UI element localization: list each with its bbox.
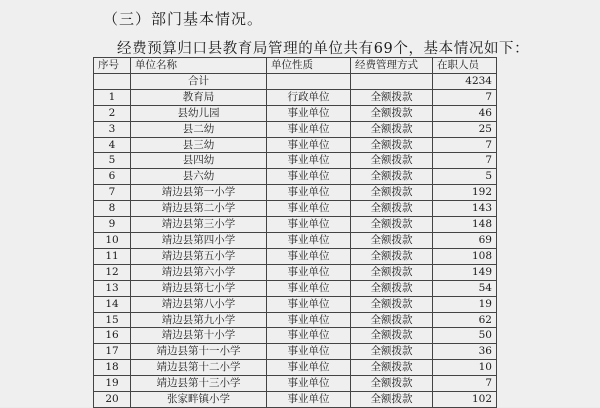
row-staff-count: 7 bbox=[433, 89, 497, 105]
row-index: 18 bbox=[94, 360, 131, 376]
row-unit-nature: 事业单位 bbox=[267, 201, 351, 217]
row-staff-count: 7 bbox=[433, 376, 497, 392]
row-index: 3 bbox=[94, 121, 131, 137]
header-staff-count: 在职人员 bbox=[433, 58, 497, 74]
row-unit-nature: 事业单位 bbox=[267, 169, 351, 185]
header-funding-method: 经费管理方式 bbox=[351, 58, 433, 74]
row-unit-nature: 事业单位 bbox=[267, 264, 351, 280]
row-funding-method: 全额拨款 bbox=[351, 89, 433, 105]
row-index: 4 bbox=[94, 137, 131, 153]
table-row bbox=[94, 169, 497, 185]
row-index: 6 bbox=[94, 169, 131, 185]
row-funding-method: 全额拨款 bbox=[351, 137, 433, 153]
table-row bbox=[94, 344, 497, 360]
table-row bbox=[94, 264, 497, 280]
row-unit-name: 靖边县第五小学 bbox=[131, 248, 267, 264]
total-label: 合计 bbox=[131, 73, 267, 89]
row-index: 17 bbox=[94, 344, 131, 360]
row-staff-count: 148 bbox=[433, 217, 497, 233]
row-unit-nature: 事业单位 bbox=[267, 105, 351, 121]
table-row bbox=[94, 296, 497, 312]
row-index: 19 bbox=[94, 376, 131, 392]
row-staff-count: 50 bbox=[433, 328, 497, 344]
row-unit-nature: 事业单位 bbox=[267, 296, 351, 312]
row-unit-name: 县六幼 bbox=[131, 169, 267, 185]
table-row bbox=[94, 376, 497, 392]
table-row bbox=[94, 248, 497, 264]
section-heading: （三）部门基本情况。 bbox=[103, 10, 264, 28]
row-funding-method: 全额拨款 bbox=[351, 153, 433, 169]
row-funding-method: 全额拨款 bbox=[351, 185, 433, 201]
row-funding-method: 全额拨款 bbox=[351, 376, 433, 392]
row-funding-method: 全额拨款 bbox=[351, 296, 433, 312]
row-staff-count: 149 bbox=[433, 264, 497, 280]
row-index: 13 bbox=[94, 280, 131, 296]
row-unit-nature: 事业单位 bbox=[267, 360, 351, 376]
total-nature-cell bbox=[267, 73, 351, 89]
row-unit-nature: 事业单位 bbox=[267, 217, 351, 233]
table-row bbox=[94, 105, 497, 121]
table-row bbox=[94, 121, 497, 137]
row-index: 14 bbox=[94, 296, 131, 312]
row-unit-name: 靖边县第十小学 bbox=[131, 328, 267, 344]
row-unit-name: 靖边县第二小学 bbox=[131, 201, 267, 217]
row-unit-name: 靖边县第十三小学 bbox=[131, 376, 267, 392]
row-unit-name: 县二幼 bbox=[131, 121, 267, 137]
header-unit-name: 单位名称 bbox=[131, 58, 267, 74]
row-funding-method: 全额拨款 bbox=[351, 328, 433, 344]
row-unit-nature: 事业单位 bbox=[267, 232, 351, 248]
row-index: 16 bbox=[94, 328, 131, 344]
total-staff-value: 4234 bbox=[433, 73, 497, 89]
row-unit-name: 靖边县第一小学 bbox=[131, 185, 267, 201]
row-unit-nature: 事业单位 bbox=[267, 328, 351, 344]
row-unit-name: 靖边县第七小学 bbox=[131, 280, 267, 296]
row-unit-nature: 事业单位 bbox=[267, 392, 351, 408]
table-row bbox=[94, 137, 497, 153]
row-unit-nature: 事业单位 bbox=[267, 248, 351, 264]
table-row bbox=[94, 201, 497, 217]
total-index-cell bbox=[94, 73, 131, 89]
row-staff-count: 69 bbox=[433, 232, 497, 248]
table-row bbox=[94, 280, 497, 296]
row-staff-count: 46 bbox=[433, 105, 497, 121]
table-row bbox=[94, 153, 497, 169]
row-staff-count: 7 bbox=[433, 137, 497, 153]
header-unit-nature: 单位性质 bbox=[267, 58, 351, 74]
row-funding-method: 全额拨款 bbox=[351, 169, 433, 185]
row-unit-name: 县三幼 bbox=[131, 137, 267, 153]
row-funding-method: 全额拨款 bbox=[351, 312, 433, 328]
row-index: 7 bbox=[94, 185, 131, 201]
row-funding-method: 全额拨款 bbox=[351, 105, 433, 121]
table-row bbox=[94, 392, 497, 408]
row-index: 5 bbox=[94, 153, 131, 169]
row-index: 1 bbox=[94, 89, 131, 105]
row-unit-name: 县四幼 bbox=[131, 153, 267, 169]
row-unit-name: 教育局 bbox=[131, 89, 267, 105]
row-unit-nature: 行政单位 bbox=[267, 89, 351, 105]
row-index: 10 bbox=[94, 232, 131, 248]
header-index: 序号 bbox=[94, 58, 131, 74]
table-total-row bbox=[94, 73, 497, 89]
row-unit-nature: 事业单位 bbox=[267, 137, 351, 153]
row-staff-count: 36 bbox=[433, 344, 497, 360]
row-funding-method: 全额拨款 bbox=[351, 264, 433, 280]
table-row bbox=[94, 217, 497, 233]
row-staff-count: 102 bbox=[433, 392, 497, 408]
row-staff-count: 108 bbox=[433, 248, 497, 264]
row-unit-nature: 事业单位 bbox=[267, 312, 351, 328]
row-funding-method: 全额拨款 bbox=[351, 280, 433, 296]
row-unit-nature: 事业单位 bbox=[267, 153, 351, 169]
row-index: 8 bbox=[94, 201, 131, 217]
row-staff-count: 10 bbox=[433, 360, 497, 376]
row-unit-name: 县幼儿园 bbox=[131, 105, 267, 121]
table-row bbox=[94, 360, 497, 376]
unit-table bbox=[93, 57, 497, 408]
row-funding-method: 全额拨款 bbox=[351, 217, 433, 233]
row-staff-count: 143 bbox=[433, 201, 497, 217]
row-unit-nature: 事业单位 bbox=[267, 344, 351, 360]
row-index: 2 bbox=[94, 105, 131, 121]
table-row bbox=[94, 328, 497, 344]
row-funding-method: 全额拨款 bbox=[351, 121, 433, 137]
row-unit-nature: 事业单位 bbox=[267, 376, 351, 392]
row-unit-name: 靖边县第三小学 bbox=[131, 217, 267, 233]
row-staff-count: 25 bbox=[433, 121, 497, 137]
row-index: 12 bbox=[94, 264, 131, 280]
row-funding-method: 全额拨款 bbox=[351, 392, 433, 408]
row-staff-count: 5 bbox=[433, 169, 497, 185]
row-unit-name: 靖边县第九小学 bbox=[131, 312, 267, 328]
row-index: 11 bbox=[94, 248, 131, 264]
table-row bbox=[94, 89, 497, 105]
intro-paragraph: 经费预算归口县教育局管理的单位共有69个，基本情况如下： bbox=[117, 41, 530, 57]
row-unit-nature: 事业单位 bbox=[267, 280, 351, 296]
row-unit-name: 靖边县第四小学 bbox=[131, 232, 267, 248]
row-funding-method: 全额拨款 bbox=[351, 232, 433, 248]
row-staff-count: 62 bbox=[433, 312, 497, 328]
row-funding-method: 全额拨款 bbox=[351, 201, 433, 217]
row-staff-count: 54 bbox=[433, 280, 497, 296]
row-unit-name: 靖边县第十一小学 bbox=[131, 344, 267, 360]
row-index: 20 bbox=[94, 392, 131, 408]
table-row bbox=[94, 185, 497, 201]
row-staff-count: 19 bbox=[433, 296, 497, 312]
row-index: 9 bbox=[94, 217, 131, 233]
row-unit-nature: 事业单位 bbox=[267, 185, 351, 201]
row-unit-nature: 事业单位 bbox=[267, 121, 351, 137]
row-staff-count: 7 bbox=[433, 153, 497, 169]
row-funding-method: 全额拨款 bbox=[351, 248, 433, 264]
table-header-row bbox=[94, 58, 497, 74]
row-funding-method: 全额拨款 bbox=[351, 360, 433, 376]
row-unit-name: 靖边县第十二小学 bbox=[131, 360, 267, 376]
row-staff-count: 192 bbox=[433, 185, 497, 201]
table-row bbox=[94, 312, 497, 328]
row-index: 15 bbox=[94, 312, 131, 328]
table-row bbox=[94, 232, 497, 248]
row-unit-name: 靖边县第八小学 bbox=[131, 296, 267, 312]
row-unit-name: 靖边县第六小学 bbox=[131, 264, 267, 280]
total-mgmt-cell bbox=[351, 73, 433, 89]
row-funding-method: 全额拨款 bbox=[351, 344, 433, 360]
row-unit-name: 张家畔镇小学 bbox=[131, 392, 267, 408]
